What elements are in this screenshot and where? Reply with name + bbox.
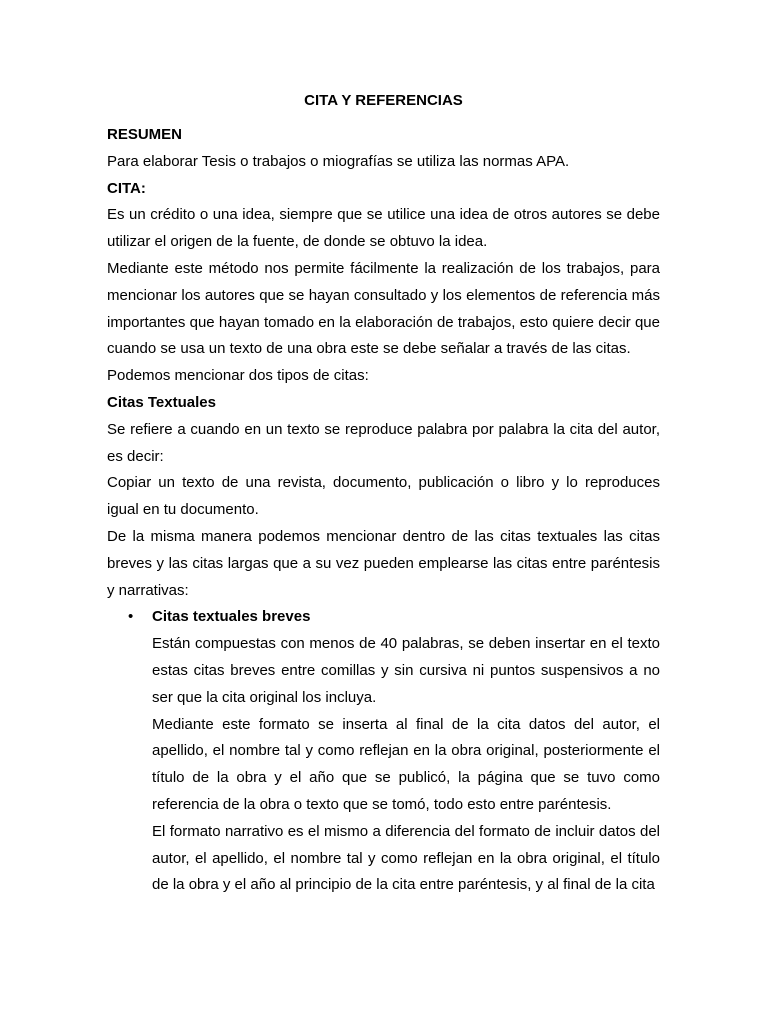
textuales-paragraph-3: De la misma manera podemos mencionar dentro de las citas textuales las citas breves y las citas largas que a su vez pueden emplearse las citas entre paréntesis y narrativas: xyxy=(107,527,660,599)
breves-paragraph-3: El formato narrativo es el mismo a diferencia del formato de incluir datos del autor, el apellido, el nombre tal y como reflejan en la obra original, el título de la obra y el año al principio de la cita entre paréntesis, y al final de la cita xyxy=(152,822,660,894)
citas-breves-heading: Citas textuales breves xyxy=(152,608,311,626)
cita-paragraph-2: Mediante este método nos permite fácilmente la realización de los trabajos, para mencionar los autores que se hayan consultado y los elementos de referencia más importantes que hayan tomado en la elaboración de trabajos, esto quiere decir que cuando se usa un texto de una obra este se debe señalar a través de las citas. xyxy=(107,259,660,358)
resumen-heading: RESUMEN xyxy=(107,126,183,143)
cita-paragraph-3: Podemos mencionar dos tipos de citas: xyxy=(107,367,369,385)
resumen-text: Para elaborar Tesis o trabajos o miografías se utiliza las normas APA. xyxy=(107,152,570,170)
bullet-list-item xyxy=(128,604,660,899)
citas-textuales-heading: Citas Textuales xyxy=(107,393,216,411)
document-title: CITA Y REFERENCIAS xyxy=(304,92,463,109)
breves-paragraph-2: Mediante este formato se inserta al final de la cita datos del autor, el apellido, el nombre tal y como reflejan en la obra original, posteriormente el título de la obra y el año que se publicó, la página que se tuvo como referencia de la obra o texto que se tomó, todo esto entre paréntesis. xyxy=(152,715,660,813)
cita-heading: CITA: xyxy=(107,179,146,197)
document-page xyxy=(107,88,660,899)
textuales-paragraph-2: Copiar un texto de una revista, documento, publicación o libro y lo reproduces igual en tu documento. xyxy=(107,474,660,519)
bullet-marker: • xyxy=(128,608,134,626)
textuales-paragraph-1: Se refiere a cuando en un texto se reproduce palabra por palabra la cita del autor, es decir: xyxy=(107,420,660,465)
cita-paragraph-1: Es un crédito o una idea, siempre que se utilice una idea de otros autores se debe utilizar el origen de la fuente, de donde se obtuvo la idea. xyxy=(107,206,660,251)
breves-paragraph-1: Están compuestas con menos de 40 palabras, se deben insertar en el texto estas citas breves entre comillas y sin cursiva ni puntos suspensivos a no ser que la cita original los incluya. xyxy=(152,635,660,706)
